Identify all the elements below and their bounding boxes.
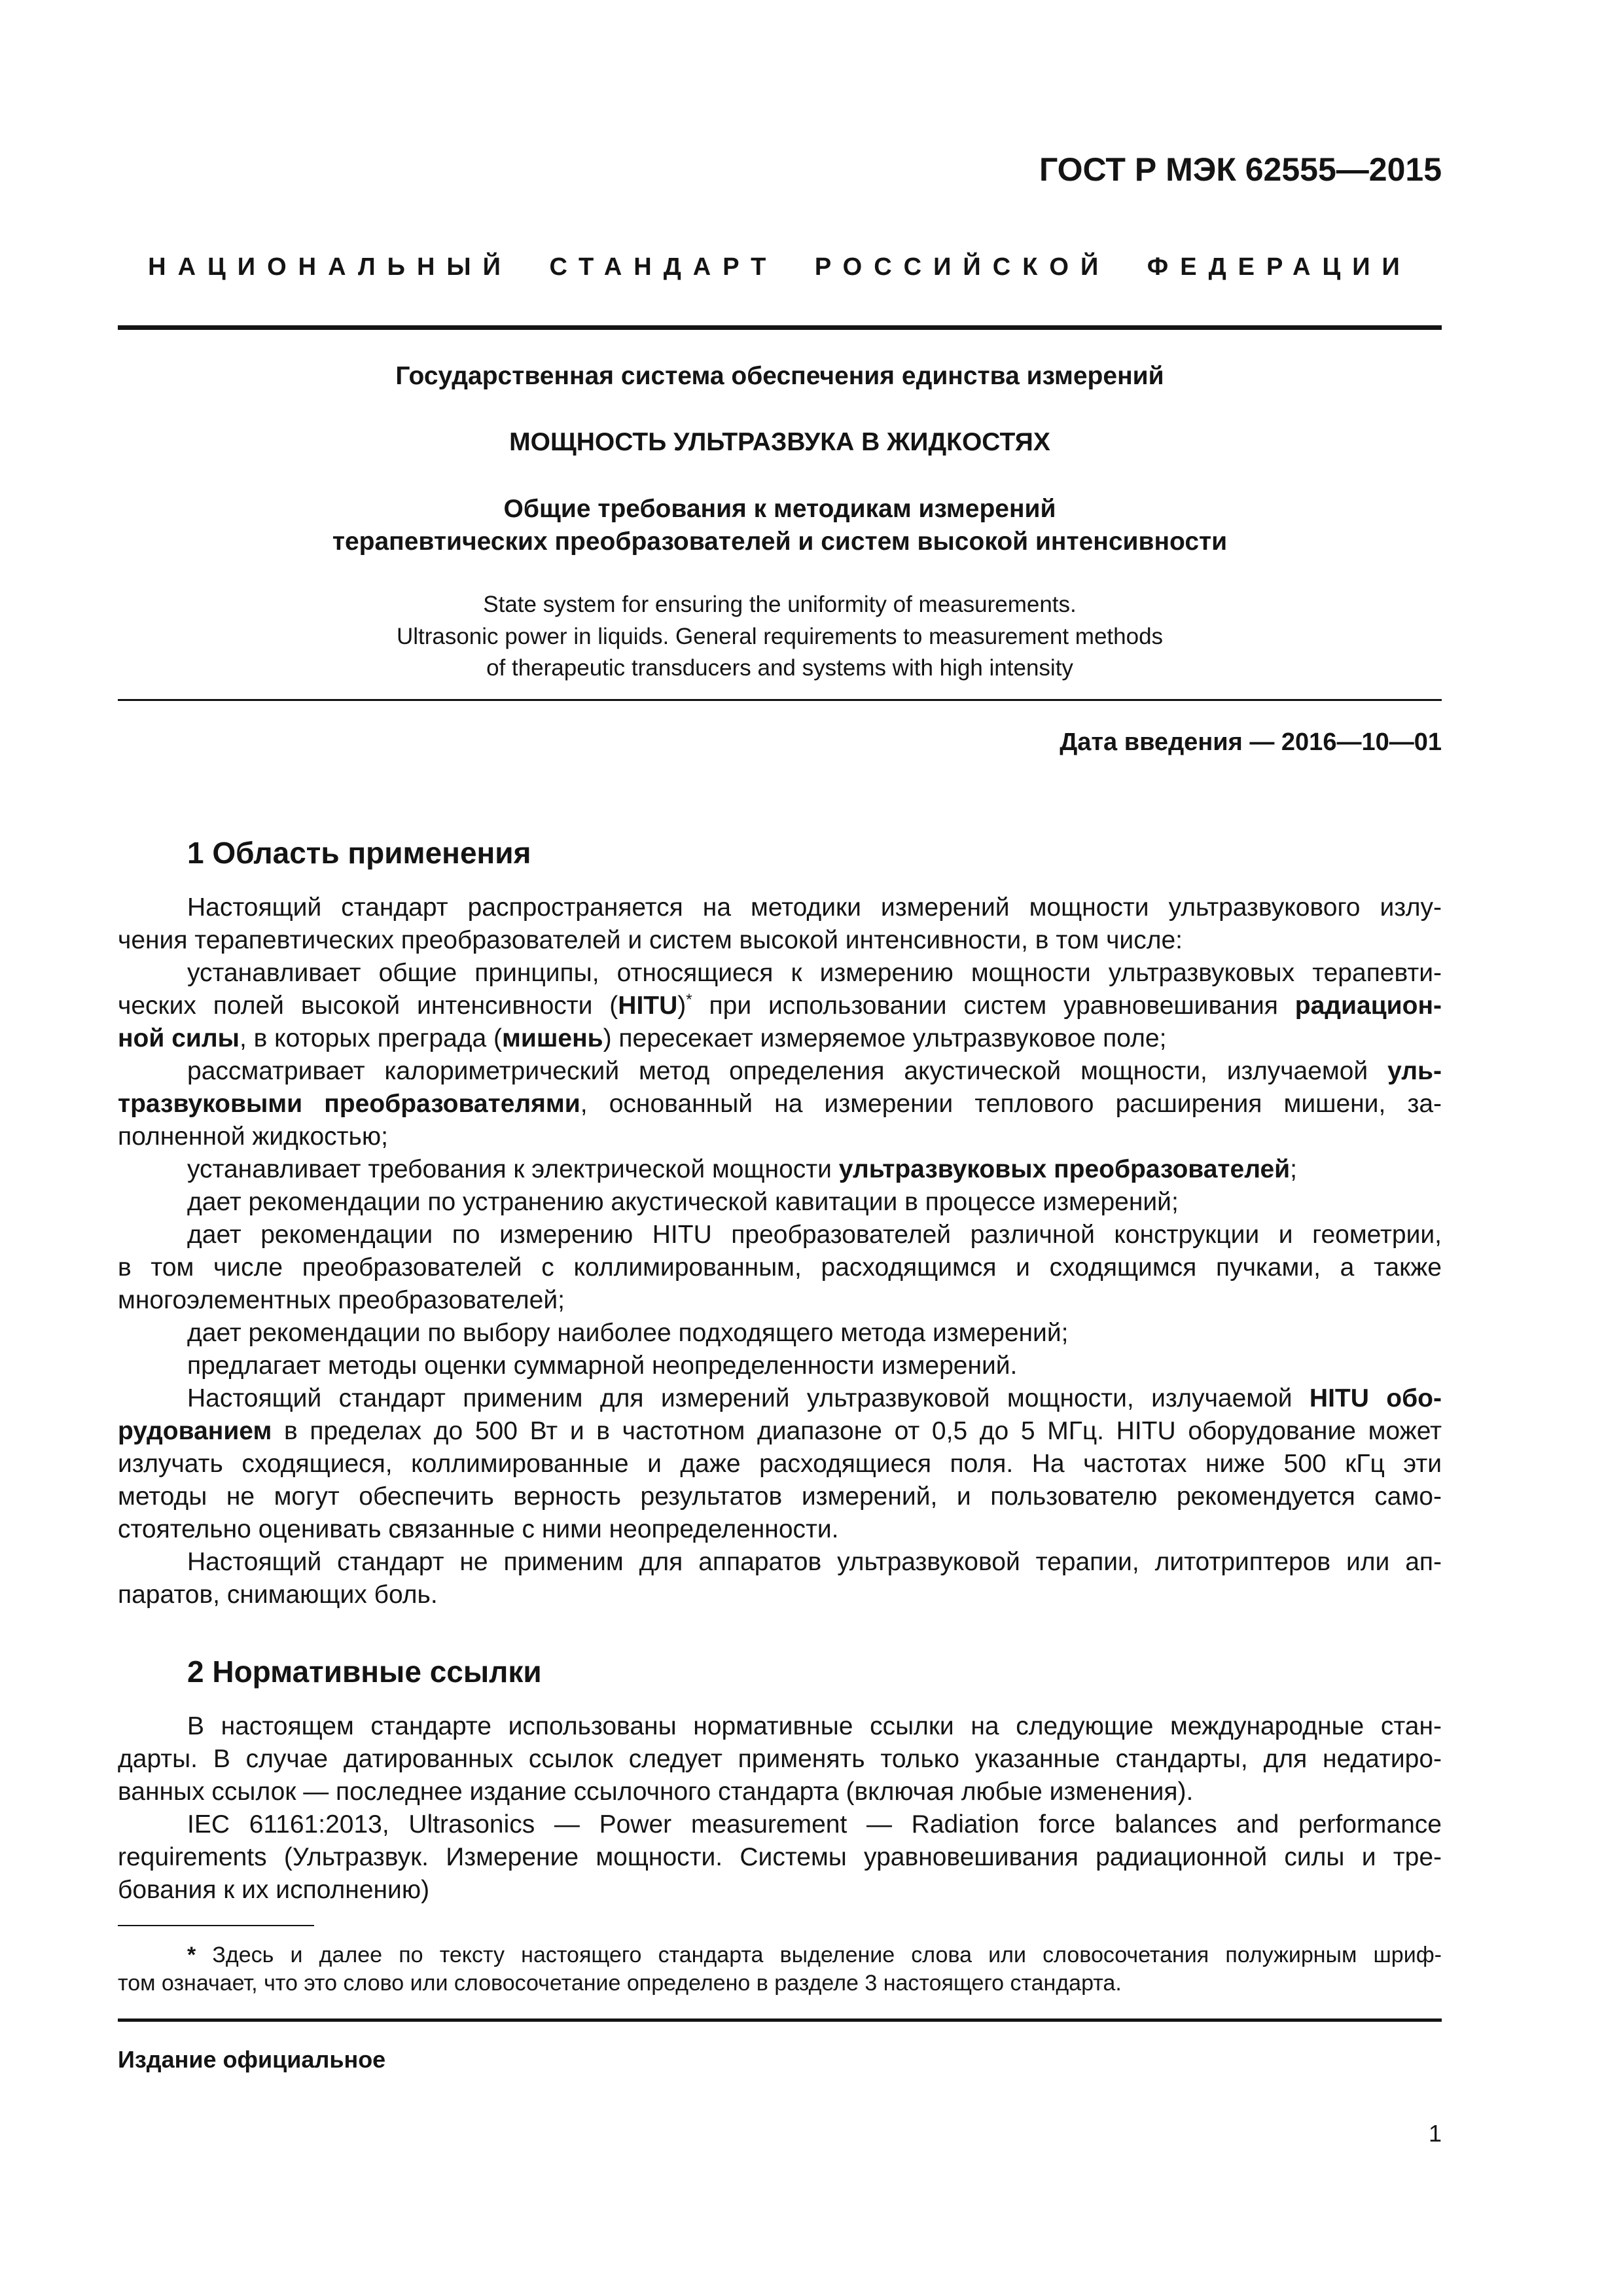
- footnote-marker: *: [686, 991, 692, 1009]
- text-line: дарты. В случае датированных ссылок следует применять только указанные стандарты, для недатиро-: [118, 1745, 1442, 1773]
- text-line: устанавливает общие принципы, относящиеся к измерению мощности ультразвуковых терапевти-: [187, 959, 1442, 987]
- footnote-line: [118, 1941, 1442, 1969]
- section-1-heading: 1 Область применения: [187, 836, 531, 870]
- bold-term: ультразвуковых преобразователей: [838, 1155, 1291, 1183]
- bold-term: HITU обо-: [1309, 1384, 1442, 1412]
- footer-thick-rule: [118, 2018, 1442, 2022]
- text-line: [118, 1153, 1442, 1186]
- text-run: в пределах до 500 Вт и в частотном диапазоне от 0,5 до 5 МГц. HITU оборудование может: [272, 1417, 1442, 1445]
- text-line: requirements (Ультразвук. Измерение мощности. Системы уравновешивания радиационной силы и тре-: [118, 1843, 1442, 1871]
- text-run: Здесь и далее по тексту настоящего стандарта выделение слова или словосочетания полужирным шриф-: [196, 1943, 1442, 1967]
- text-line: бования к их исполнению): [118, 1876, 430, 1904]
- text-line: [118, 1022, 1442, 1055]
- bold-term: HITU: [618, 992, 678, 1020]
- text-run: ческих полей высокой интенсивности (: [118, 992, 618, 1020]
- text-run: , основанный на измерении теплового расширения мишени, за-: [580, 1090, 1442, 1118]
- section-2-body: [118, 1710, 1442, 1907]
- english-title-block: [118, 589, 1442, 685]
- english-title-line: Ultrasonic power in liquids. General requirements to measurement methods: [396, 623, 1164, 649]
- english-title-line: State system for ensuring the uniformity of measurements.: [483, 592, 1077, 617]
- bold-term: ной силы: [118, 1024, 240, 1052]
- text-line: стоятельно оценивать связанные с ними неопределенности.: [118, 1515, 839, 1543]
- bold-term: тразвуковыми преобразователями: [118, 1090, 580, 1118]
- text-line: паратов, снимающих боль.: [118, 1581, 438, 1609]
- text-line: чения терапевтических преобразователей и систем высокой интенсивности, в том числе:: [118, 926, 1183, 954]
- text-line: в том числе преобразователей с коллимированным, расходящимся и сходящимся пучками, а также: [118, 1253, 1442, 1282]
- text-run: ) пересекает измеряемое ультразвуковое поле;: [603, 1024, 1167, 1052]
- text-run: , в которых преграда (: [239, 1024, 503, 1052]
- footnote-line: том означает, что это слово или словосочетание определено в разделе 3 настоящего стандарта.: [118, 1971, 1122, 1996]
- footnote-marker: *: [187, 1943, 196, 1967]
- section-2-heading: 2 Нормативные ссылки: [187, 1655, 542, 1689]
- text-line: [118, 1055, 1442, 1088]
- text-run: при использовании систем уравновешивания: [692, 992, 1295, 1020]
- text-line: дает рекомендации по устранению акустической кавитации в процессе измерений;: [187, 1188, 1179, 1216]
- bold-term: рудованием: [118, 1417, 272, 1445]
- document-number: ГОСТ Р МЭК 62555—2015: [1039, 151, 1442, 188]
- bold-term: уль-: [1387, 1057, 1442, 1085]
- footnote: [118, 1941, 1442, 1998]
- text-line: многоэлементных преобразователей;: [118, 1286, 565, 1314]
- text-line: IEC 61161:2013, Ultrasonics — Power measurement — Radiation force balances and performance: [187, 1810, 1442, 1839]
- text-run: Настоящий стандарт применим для измерений ультразвуковой мощности, излучаемой: [187, 1384, 1310, 1412]
- text-line: дает рекомендации по измерению HITU преобразователей различной конструкции и геометрии,: [187, 1221, 1442, 1249]
- system-title: Государственная система обеспечения единства измерений: [395, 362, 1164, 390]
- page-number: 1: [1428, 2120, 1442, 2147]
- text-line: [118, 1088, 1442, 1121]
- text-run: ;: [1290, 1155, 1297, 1183]
- edition-label: Издание официальное: [118, 2046, 386, 2073]
- text-line: [118, 990, 1442, 1022]
- bold-term: мишень: [502, 1024, 603, 1052]
- text-run: устанавливает требования к электрической мощности: [187, 1155, 839, 1183]
- title-thin-rule: [118, 699, 1442, 701]
- introduction-date: Дата введения — 2016—10—01: [1060, 728, 1442, 756]
- text-line: полненной жидкостью;: [118, 1122, 388, 1151]
- subtitle-line: Общие требования к методикам измерений: [503, 495, 1056, 523]
- footnote-separator: [118, 1925, 314, 1926]
- subtitle-block: [118, 493, 1442, 558]
- text-line: предлагает методы оценки суммарной неопределенности измерений.: [187, 1352, 1018, 1380]
- text-line: Настоящий стандарт распространяется на методики измерений мощности ультразвукового излу-: [187, 893, 1442, 922]
- national-standard-title: НАЦИОНАЛЬНЫЙ СТАНДАРТ РОССИЙСКОЙ ФЕДЕРАЦИИ: [148, 253, 1412, 281]
- text-line: В настоящем стандарте использованы нормативные ссылки на следующие международные стан-: [187, 1712, 1442, 1740]
- text-line: Настоящий стандарт не применим для аппаратов ультразвуковой терапии, литотриптеров или ап-: [187, 1548, 1442, 1576]
- main-title: МОЩНОСТЬ УЛЬТРАЗВУКА В ЖИДКОСТЯХ: [509, 428, 1050, 456]
- text-line: [118, 1382, 1442, 1415]
- bold-term: радиацион-: [1294, 992, 1442, 1020]
- text-run: ): [677, 992, 687, 1020]
- subtitle-line: терапевтических преобразователей и систем высокой интенсивности: [332, 528, 1228, 556]
- text-run: рассматривает калориметрический метод определения акустической мощности, излучаемой: [187, 1057, 1388, 1085]
- text-line: ванных ссылок — последнее издание ссылочного стандарта (включая любые изменения).: [118, 1778, 1194, 1806]
- text-line: методы не могут обеспечить верность результатов измерений, и пользователю рекомендуется само-: [118, 1482, 1442, 1511]
- text-line: [118, 1415, 1442, 1448]
- section-1-body: [118, 891, 1442, 1611]
- english-title-line: of therapeutic transducers and systems with high intensity: [486, 655, 1073, 681]
- header-thick-rule: [118, 325, 1442, 330]
- text-line: дает рекомендации по выбору наиболее подходящего метода измерений;: [187, 1319, 1069, 1347]
- text-line: излучать сходящиеся, коллимированные и даже расходящиеся поля. На частотах ниже 500 кГц эти: [118, 1450, 1442, 1478]
